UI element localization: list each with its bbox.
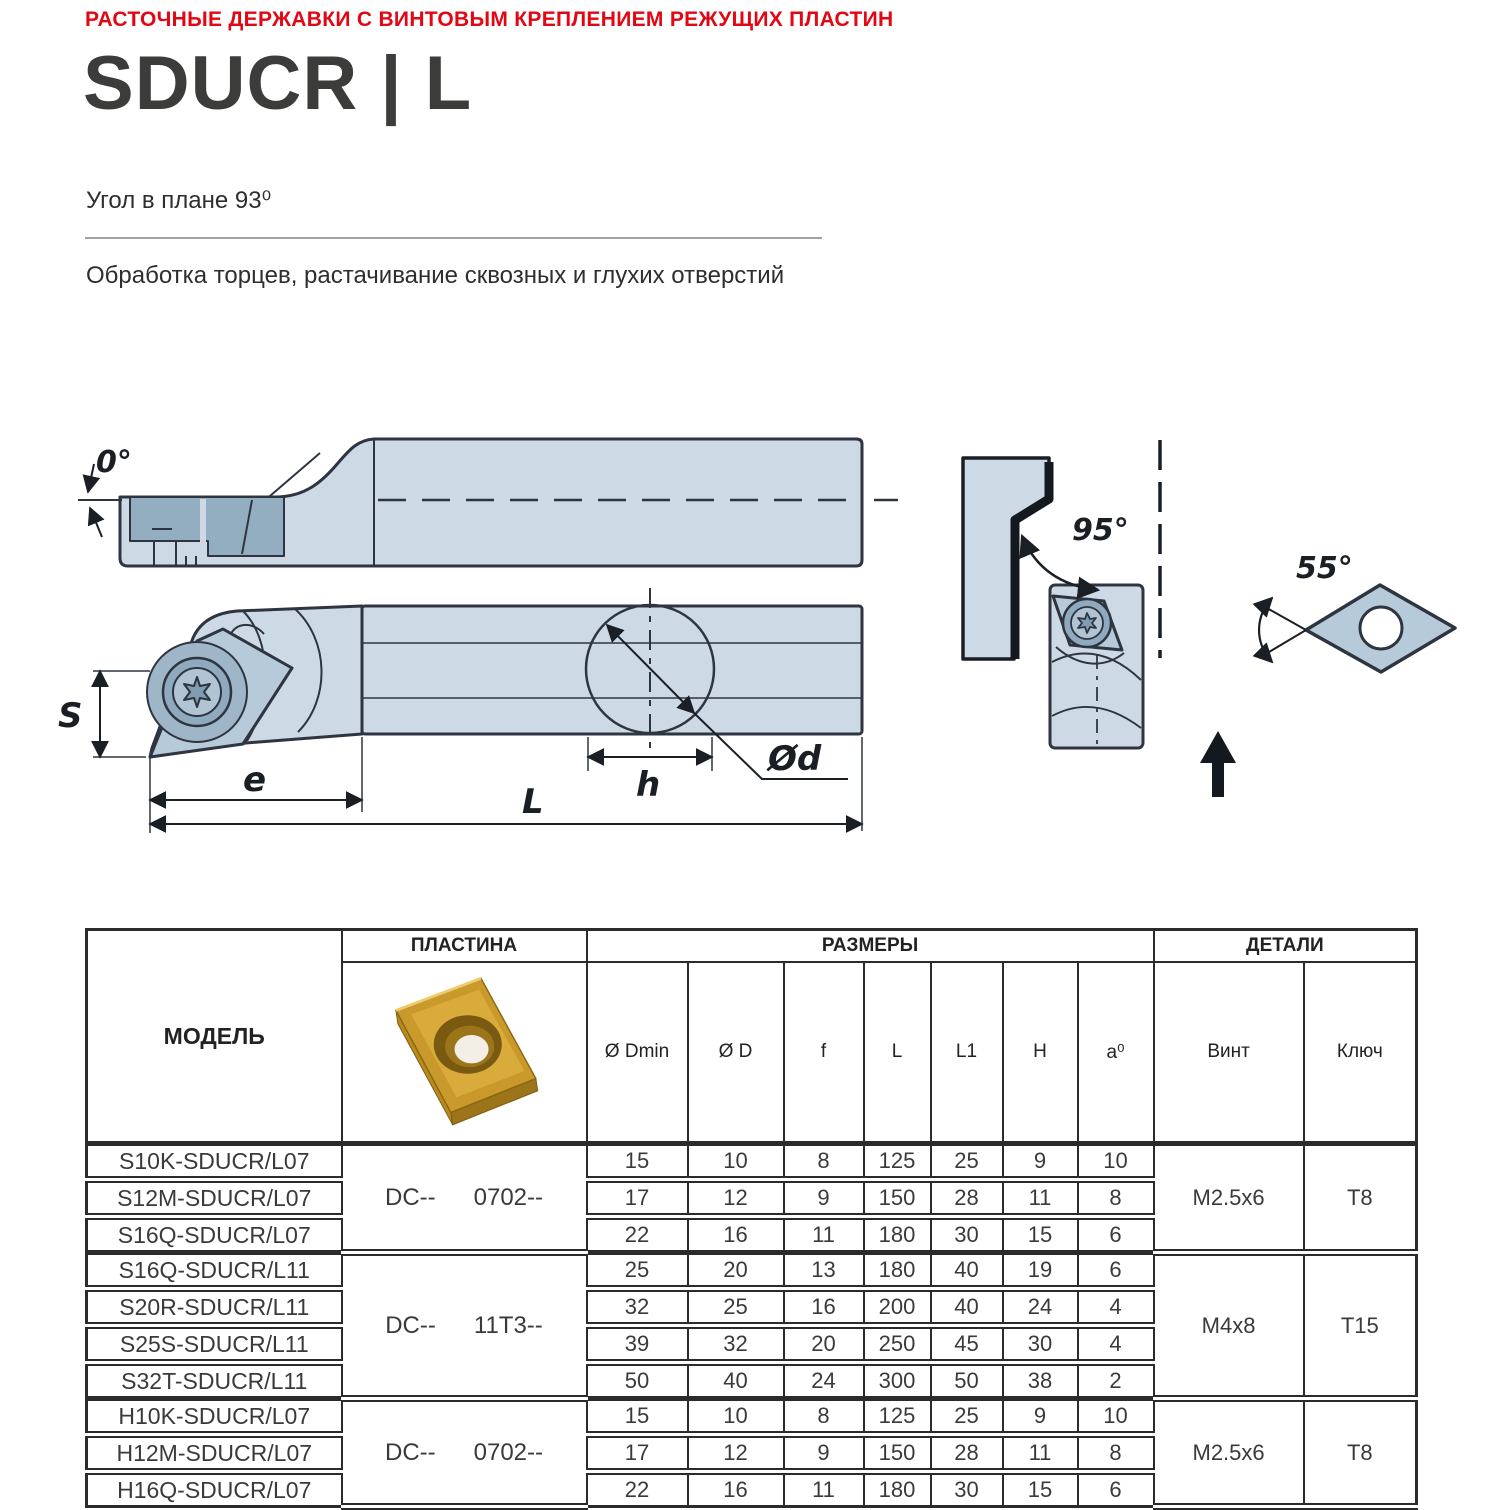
model-cell: S10K-SDUCR/L07 (87, 1144, 342, 1180)
value-cell: 9 (784, 1435, 864, 1472)
plate-cell: DC-- 11T3-- (342, 1253, 587, 1399)
model-cell: S12M-SDUCR/L07 (87, 1180, 342, 1217)
key-cell: T15 (1304, 1253, 1417, 1399)
key-cell: T8 (1304, 1144, 1417, 1253)
value-cell: 11 (784, 1217, 864, 1253)
model-cell: S32T-SDUCR/L11 (87, 1363, 342, 1399)
value-cell: 20 (688, 1253, 784, 1289)
col-dmin: Ø Dmin (587, 962, 688, 1144)
value-cell: 11 (1003, 1180, 1078, 1217)
table-row (87, 1253, 1417, 1289)
header-model: МОДЕЛЬ (87, 930, 342, 1144)
value-cell: 28 (931, 1435, 1003, 1472)
value-cell: 8 (784, 1144, 864, 1180)
value-cell: 50 (587, 1363, 688, 1399)
value-cell: 15 (1003, 1472, 1078, 1507)
table-row (87, 1144, 1417, 1180)
page-title: SDUCR | L (83, 41, 473, 126)
value-cell: 9 (1003, 1144, 1078, 1180)
value-cell: 45 (931, 1326, 1003, 1363)
value-cell: 200 (864, 1289, 931, 1326)
screw-cell: M2.5x6 (1154, 1399, 1304, 1507)
plan-angle-note: Угол в плане 93⁰ (86, 187, 272, 214)
value-cell: 8 (1078, 1435, 1154, 1472)
value-cell: 6 (1078, 1253, 1154, 1289)
value-cell: 15 (587, 1399, 688, 1435)
value-cell: 150 (864, 1180, 931, 1217)
value-cell: 2 (1078, 1363, 1154, 1399)
value-cell: 50 (931, 1363, 1003, 1399)
key-cell: T8 (1304, 1399, 1417, 1507)
col-l1: L1 (931, 962, 1003, 1144)
table-row (87, 1399, 1417, 1435)
value-cell: 12 (688, 1435, 784, 1472)
value-cell: 9 (784, 1180, 864, 1217)
value-cell: 10 (688, 1144, 784, 1180)
value-cell: 300 (864, 1363, 931, 1399)
value-cell: 125 (864, 1399, 931, 1435)
screw-cell: M2.5x6 (1154, 1144, 1304, 1253)
value-cell: 15 (1003, 1217, 1078, 1253)
page-description: Обработка торцев, растачивание сквозных и глухих отверстий (86, 262, 785, 289)
value-cell: 6 (1078, 1472, 1154, 1507)
value-cell: 10 (1078, 1399, 1154, 1435)
value-cell: 10 (688, 1399, 784, 1435)
dim-d-label: Ød (768, 739, 822, 779)
value-cell: 17 (587, 1180, 688, 1217)
value-cell: 150 (864, 1435, 931, 1472)
col-a: a⁰ (1078, 962, 1154, 1144)
header-plate: ПЛАСТИНА (342, 930, 587, 963)
value-cell: 125 (864, 1144, 931, 1180)
dim-l-label: L (522, 782, 544, 822)
plate-cell: DC-- 0702-- (342, 1144, 587, 1253)
feed-arrow (1200, 731, 1236, 797)
model-cell: S16Q-SDUCR/L11 (87, 1253, 342, 1289)
value-cell: 28 (931, 1180, 1003, 1217)
value-cell: 15 (587, 1144, 688, 1180)
value-cell: 20 (784, 1326, 864, 1363)
value-cell: 22 (587, 1217, 688, 1253)
value-cell: 8 (784, 1399, 864, 1435)
dim-e-label: e (243, 760, 267, 800)
value-cell: 30 (931, 1217, 1003, 1253)
value-cell: 4 (1078, 1326, 1154, 1363)
value-cell: 38 (1003, 1363, 1078, 1399)
entering-angle-label: 95° (1072, 513, 1129, 548)
plate-cell: DC-- 0702-- (342, 1399, 587, 1507)
dim-h-label: h (636, 765, 661, 805)
value-cell: 12 (688, 1180, 784, 1217)
header-details: ДЕТАЛИ (1154, 930, 1417, 963)
technical-drawing (40, 420, 1480, 880)
rake-angle-label: 0° (96, 445, 132, 480)
value-cell: 9 (1003, 1399, 1078, 1435)
value-cell: 6 (1078, 1217, 1154, 1253)
insert-angle-label: 55° (1296, 551, 1353, 586)
value-cell: 25 (931, 1399, 1003, 1435)
value-cell: 25 (931, 1144, 1003, 1180)
model-cell: S20R-SDUCR/L11 (87, 1289, 342, 1326)
model-cell: H16Q-SDUCR/L07 (87, 1472, 342, 1507)
value-cell: 40 (688, 1363, 784, 1399)
header-sizes: РАЗМЕРЫ (587, 930, 1154, 963)
col-screw: Винт (1154, 962, 1304, 1144)
model-cell: H10K-SDUCR/L07 (87, 1399, 342, 1435)
value-cell: 25 (688, 1289, 784, 1326)
value-cell: 17 (587, 1435, 688, 1472)
col-d: Ø D (688, 962, 784, 1144)
plate-photo-cell (342, 962, 587, 1144)
value-cell: 24 (1003, 1289, 1078, 1326)
value-cell: 30 (931, 1472, 1003, 1507)
col-f: f (784, 962, 864, 1144)
value-cell: 40 (931, 1289, 1003, 1326)
setup-view (963, 440, 1455, 797)
divider (85, 237, 822, 239)
side-view (78, 439, 898, 566)
insert-photo (369, 967, 559, 1139)
value-cell: 16 (688, 1472, 784, 1507)
value-cell: 22 (587, 1472, 688, 1507)
spec-table (85, 928, 1418, 1510)
value-cell: 11 (784, 1472, 864, 1507)
value-cell: 180 (864, 1472, 931, 1507)
col-h: H (1003, 962, 1078, 1144)
value-cell: 180 (864, 1253, 931, 1289)
value-cell: 250 (864, 1326, 931, 1363)
value-cell: 10 (1078, 1144, 1154, 1180)
value-cell: 11 (1003, 1435, 1078, 1472)
value-cell: 16 (784, 1289, 864, 1326)
top-view (58, 588, 862, 833)
value-cell: 4 (1078, 1289, 1154, 1326)
value-cell: 16 (688, 1217, 784, 1253)
value-cell: 19 (1003, 1253, 1078, 1289)
value-cell: 24 (784, 1363, 864, 1399)
screw-cell: M4x8 (1154, 1253, 1304, 1399)
value-cell: 8 (1078, 1180, 1154, 1217)
page-kicker: РАСТОЧНЫЕ ДЕРЖАВКИ С ВИНТОВЫМ КРЕПЛЕНИЕМ РЕЖУЩИХ ПЛАСТИН (85, 8, 894, 31)
value-cell: 13 (784, 1253, 864, 1289)
value-cell: 32 (688, 1326, 784, 1363)
value-cell: 32 (587, 1289, 688, 1326)
bar-shank (362, 606, 862, 734)
value-cell: 40 (931, 1253, 1003, 1289)
col-key: Ключ (1304, 962, 1417, 1144)
dim-s-label: S (58, 696, 83, 736)
value-cell: 39 (587, 1326, 688, 1363)
model-cell: S25S-SDUCR/L11 (87, 1326, 342, 1363)
col-l: L (864, 962, 931, 1144)
value-cell: 25 (587, 1253, 688, 1289)
value-cell: 180 (864, 1217, 931, 1253)
model-cell: S16Q-SDUCR/L07 (87, 1217, 342, 1253)
value-cell: 30 (1003, 1326, 1078, 1363)
model-cell: H12M-SDUCR/L07 (87, 1435, 342, 1472)
